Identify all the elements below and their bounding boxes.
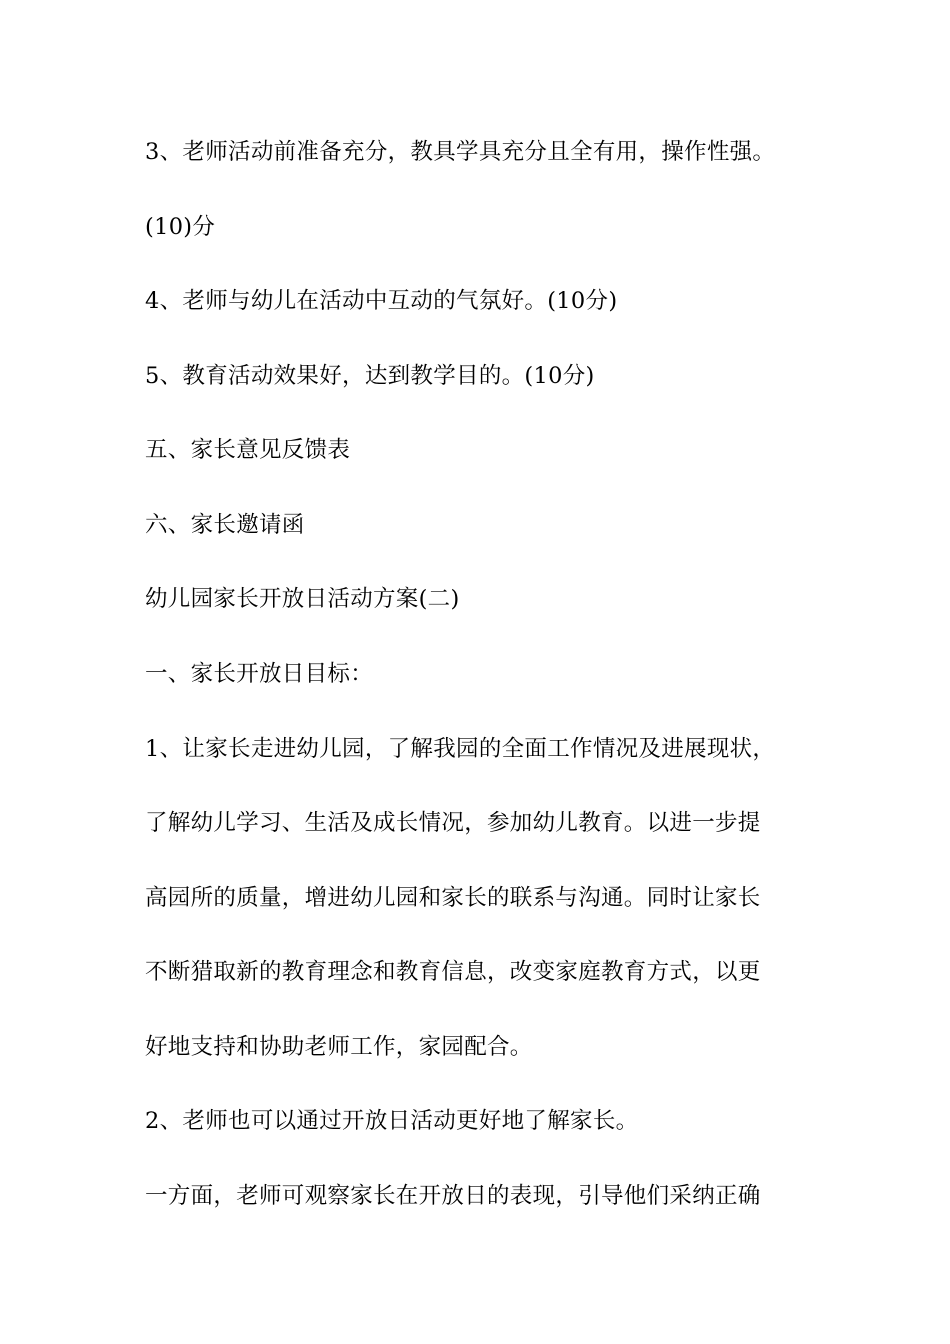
text-line: 一方面，老师可观察家长在开放日的表现，引导他们采纳正确 (145, 1183, 761, 1209)
text-line: 不断猎取新的教育理念和教育信息，改变家庭教育方式，以更 (145, 959, 761, 985)
section-heading: 六、家长邀请函 (145, 512, 305, 538)
section-heading: 一、家长开放日目标： (145, 661, 374, 687)
document-title: 幼儿园家长开放日活动方案(二) (145, 586, 460, 612)
text-line: (10)分 (145, 214, 216, 240)
text-line: 1、让家长走进幼儿园，了解我园的全面工作情况及进展现状， (145, 736, 776, 762)
text-line: 4、老师与幼儿在活动中互动的气氛好。(10分) (145, 288, 618, 314)
text-line: 了解幼儿学习、生活及成长情况，参加幼儿教育。以进一步提 (145, 810, 761, 836)
text-line: 好地支持和协助老师工作，家园配合。 (145, 1034, 533, 1060)
section-heading: 五、家长意见反馈表 (145, 437, 351, 463)
text-line: 5、教育活动效果好，达到教学目的。(10分) (145, 363, 595, 389)
text-line: 3、老师活动前准备充分，教具学具充分且全有用，操作性强。 (145, 139, 776, 165)
text-line: 2、老师也可以通过开放日活动更好地了解家长。 (145, 1108, 639, 1134)
text-line: 高园所的质量，增进幼儿园和家长的联系与沟通。同时让家长 (145, 885, 761, 911)
